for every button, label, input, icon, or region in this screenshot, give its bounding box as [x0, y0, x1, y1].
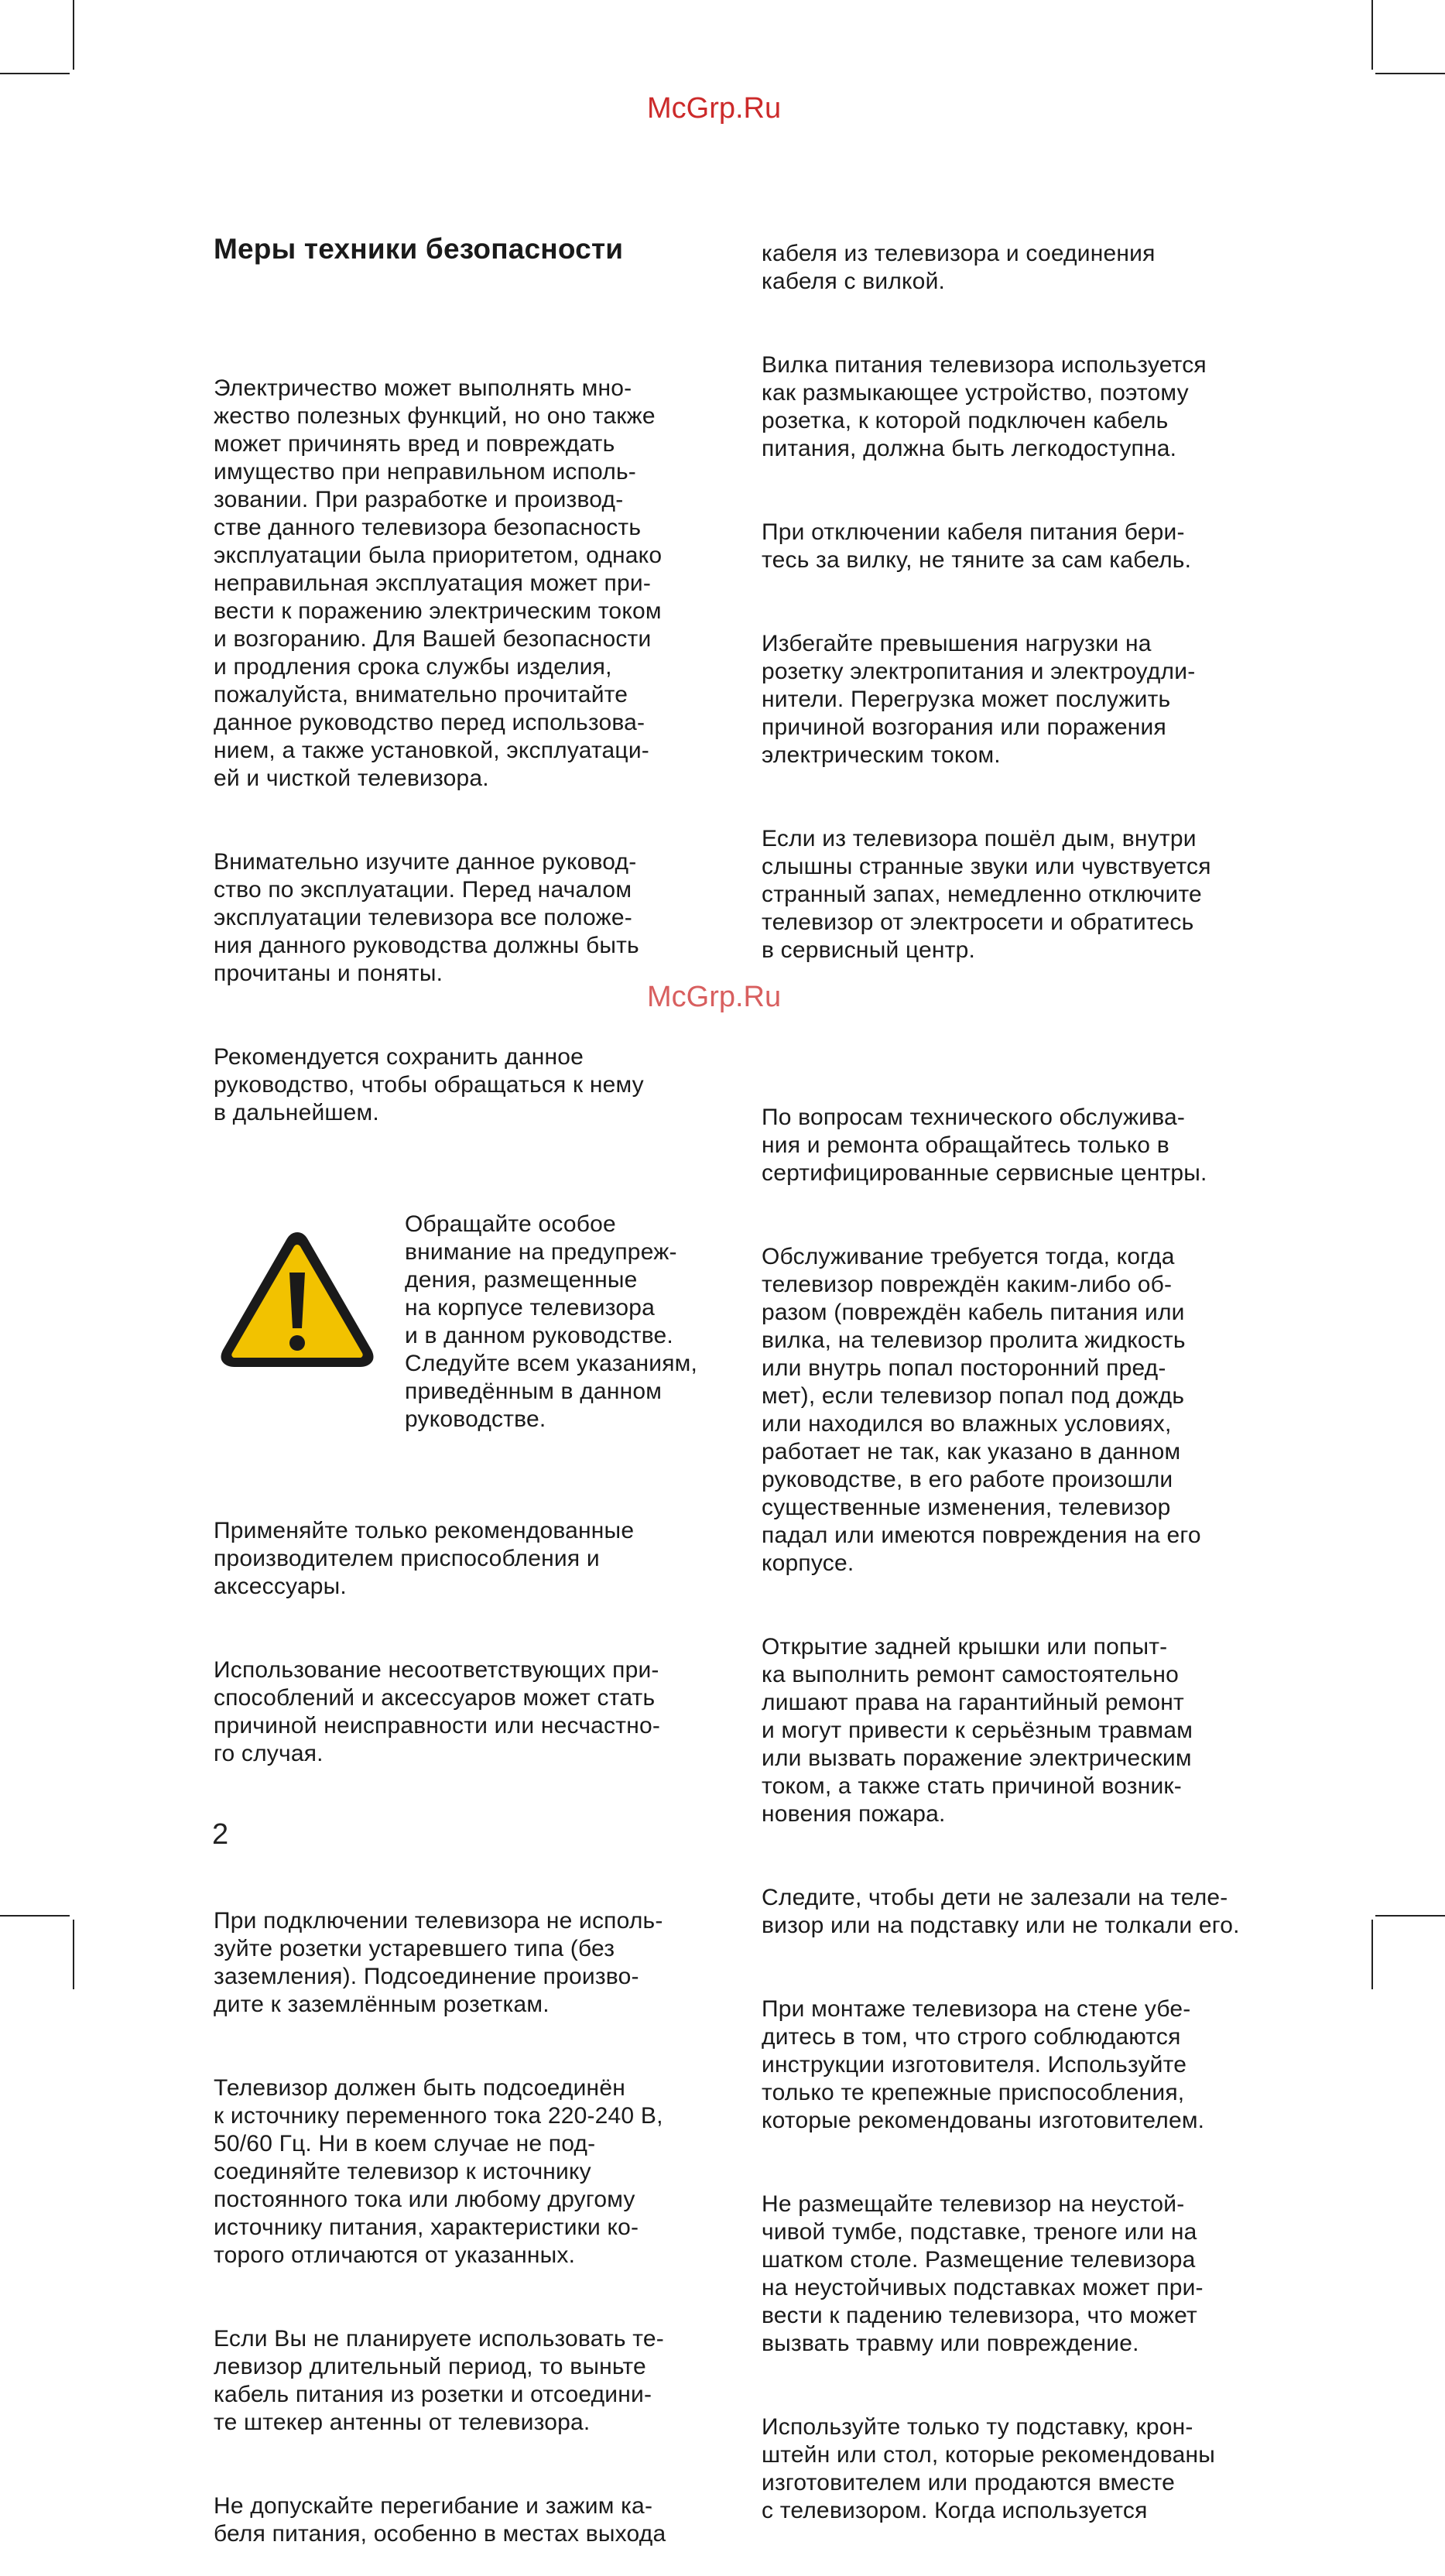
paragraph: Если из телевизора пошёл дым, внутри слышны странные звуки или чувствуется странный запах, немедленно отключите телевизор от электросети и обратитесь в сервисный центр.	[762, 826, 1211, 963]
paragraph: При отключении кабеля питания бери- тесь за вилку, не тяните за сам кабель.	[762, 519, 1192, 573]
left-column	[214, 176, 740, 2576]
paragraph: Применяйте только рекомендованные производителем приспособления и аксессуары.	[214, 1518, 635, 1599]
watermark: McGrp.Ru	[647, 92, 782, 125]
paragraph: Использование несоответствующих при- способлений и аксессуаров может стать причиной неисправности или несчастно- го случая.	[214, 1657, 661, 1766]
paragraph: Электричество может выполнять мно- жество полезных функций, но оно также может причинять вред и повреждать имущество при неправильном исполь- зовании. При разработке и производ- стве данного телевизора безопасность эксплуатации была приоритетом, однако неправильная эксплуатация может при- вести к поражению электрическим током и возгоранию. Для Вашей безопасности и продления срока службы изделия, пожалуйста, внимательно прочитайте данное руководство перед использова- нием, а также установкой, эксплуатаци- ей и чисткой телевизора.	[214, 375, 663, 791]
warning-text: Обращайте особое внимание на предупреж- дения, размещенные на корпусе телевизора и в данном руководстве. Следуйте всем указаниям, приведённым в данном руководстве.	[405, 1211, 698, 1432]
paragraph: При подключении телевизора не исполь- зуйте розетки устаревшего типа (без заземления). Подсоединение произво- дите к заземлённым розеткам.	[214, 1908, 663, 2017]
paragraph: По вопросам технического обслужива- ния и ремонта обращайтесь только в сертифицированные сервисные центры.	[762, 1105, 1207, 1186]
paragraph: Не размещайте телевизор на неустой- чивой тумбе, подставке, треноге или на шатком столе. Размещение телевизора на неустойчивых подставках может при- вести к падению телевизора, что может вызвать травму или повреждение.	[762, 2191, 1204, 2356]
paragraph: Избегайте превышения нагрузки на розетку электропитания и электроудли- нители. Перегрузка может послужить причиной возгорания или поражения электрическим током.	[762, 631, 1196, 768]
page-title: Меры техники безопасности	[214, 233, 624, 265]
crop-mark	[1375, 73, 1445, 74]
crop-mark	[0, 73, 70, 74]
paragraph-gap	[762, 1020, 1288, 1048]
paragraph: Обслуживание требуется тогда, когда телевизор повреждён каким-либо об- разом (повреждён кабель питания или вилка, на телевизор пролита жидкость или внутрь попал посторонний пред- мет), если телевизор попал под дождь или находился во влажных условиях, работает не так, как указано в данном руководстве, в его работе произошли существенные изменения, телевизор падал или имеются повреждения на его корпусе.	[762, 1244, 1201, 1576]
paragraph: Внимательно изучите данное руковод- ство по эксплуатации. Перед началом эксплуатации телевизора все положе- ния данного руководства должны быть прочитаны и поняты.	[214, 849, 639, 986]
crop-mark	[1375, 1915, 1445, 1917]
page-number: 2	[212, 1818, 229, 1851]
right-column	[762, 184, 1288, 2553]
paragraph-gap	[214, 1824, 740, 1852]
paragraph: Следите, чтобы дети не залезали на теле- визор или на подставку или не толкали его.	[762, 1885, 1240, 1938]
crop-mark	[73, 0, 74, 70]
crop-mark	[1371, 1920, 1373, 1989]
crop-mark	[1371, 0, 1373, 70]
paragraph: Если Вы не планируете использовать те- левизор длительный период, то выньте кабель питания из розетки и отсоедини- те штекер антенны от телевизора.	[214, 2326, 664, 2435]
paragraph: кабеля из телевизора и соединения кабеля с вилкой.	[762, 241, 1156, 294]
watermark-overlay: McGrp.Ru	[647, 981, 782, 1013]
paragraph: Используйте только ту подставку, крон- штейн или стол, которые рекомендованы изготовителем или продаются вместе с телевизором. Когда используется	[762, 2414, 1216, 2523]
paragraph: Открытие задней крышки или попыт- ка выполнить ремонт самостоятельно лишают права на гарантийный ремонт и могут привести к серьёзным травмам или вызвать поражение электрическим током, а также стать причиной возник- новения пожара.	[762, 1634, 1193, 1827]
crop-mark	[0, 1915, 70, 1917]
paragraph: При монтаже телевизора на стене убе- дитесь в том, что строго соблюдаются инструкции изготовителя. Используйте только те крепежные приспособления, которые рекомендованы изготовителем.	[762, 1996, 1205, 2133]
paragraph: Телевизор должен быть подсоединён к источнику переменного тока 220-240 В, 50/60 Гц. Ни в коем случае не под- соединяйте телевизор к источнику постоянного тока или любому другому источнику питания, характеристики ко- торого отличаются от указанных.	[214, 2075, 663, 2268]
warning-triangle-icon	[217, 1225, 378, 1373]
paragraph: Не допускайте перегибание и зажим ка- беля питания, особенно в местах выхода	[214, 2493, 666, 2547]
crop-mark	[73, 1920, 74, 1989]
paragraph: Вилка питания телевизора используется как размыкающее устройство, поэтому розетка, к которой подключен кабель питания, должна быть легкодоступна.	[762, 352, 1207, 461]
paragraph: Рекомендуется сохранить данное руководство, чтобы обращаться к нему в дальнейшем.	[214, 1044, 644, 1125]
warning-block	[214, 1211, 740, 1434]
